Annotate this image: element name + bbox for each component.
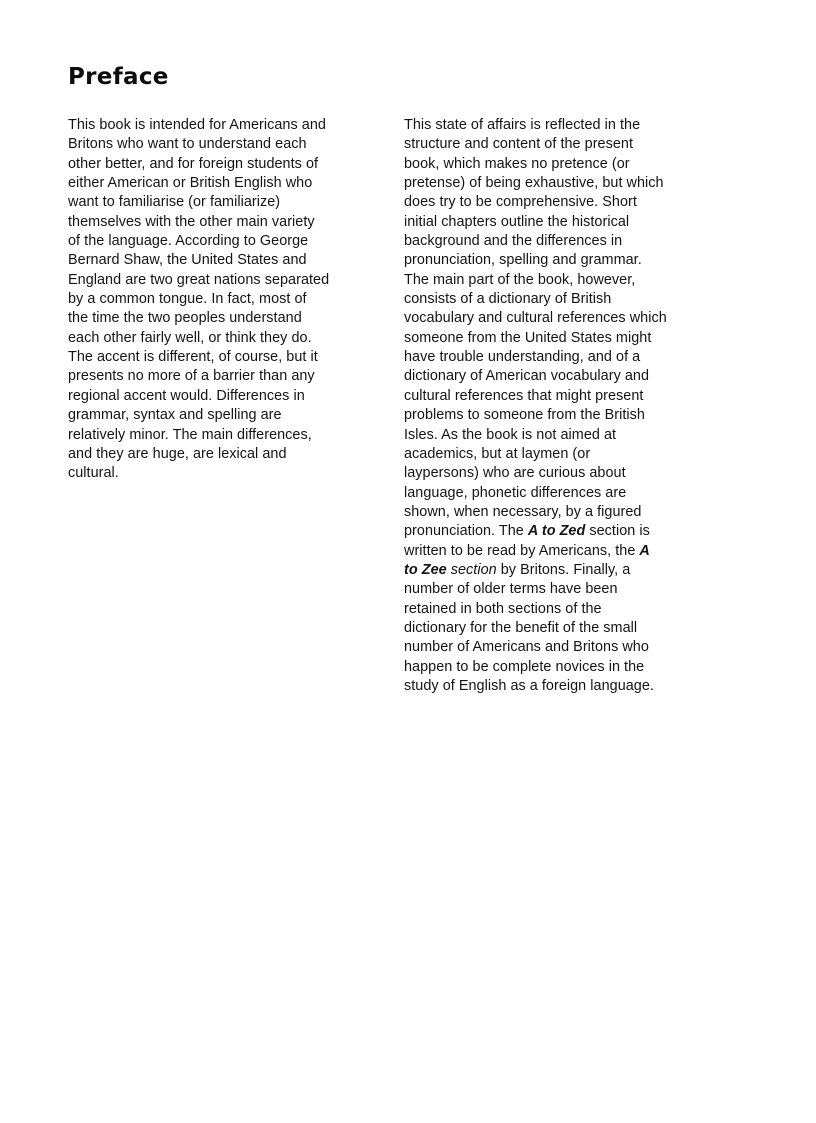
text-line: and they are huge, are lexical and [68, 445, 287, 462]
text-line-with-section-title [404, 561, 709, 580]
preface-right-column [404, 116, 709, 696]
section-title-a-to-zed: A to Zed [527, 523, 586, 540]
text-line: structure and content of the present [404, 136, 633, 153]
text-line: study of English as a foreign language. [404, 677, 654, 694]
text-line: England are two great nations separated [68, 271, 330, 288]
text-line: book, which makes no pretence (or [404, 155, 630, 172]
text-line: other better, and for foreign students of [68, 155, 319, 172]
text-line: regional accent would. Differences in [68, 387, 305, 404]
text-line: background and the differences in [404, 233, 623, 250]
text-line: The main part of the book, however, [404, 271, 636, 288]
text-line: The accent is different, of course, but it [68, 349, 318, 366]
text-line: by a common tongue. In fact, most of [68, 291, 307, 308]
text-line-with-section-title [404, 542, 709, 561]
text-line: initial chapters outline the historical [404, 213, 630, 230]
text-run: pronunciation. The [404, 523, 528, 540]
text-line: themselves with the other main variety [68, 213, 315, 230]
text-line: have trouble understanding, and of a [404, 349, 641, 366]
text-line: dictionary of American vocabulary and [404, 368, 650, 385]
text-line: academics, but at laymen (or [404, 445, 591, 462]
text-line: vocabulary and cultural references which [404, 310, 667, 327]
page-title: Preface [68, 64, 169, 90]
text-line: number of Americans and Britons who [404, 639, 649, 656]
text-line: problems to someone from the British [404, 407, 645, 424]
text-run: by Britons. Finally, a [496, 561, 631, 578]
text-line: either American or British English who [68, 175, 313, 192]
text-line: Britons who want to understand each [68, 136, 307, 153]
text-line: pronunciation, spelling and grammar. [404, 252, 642, 269]
section-title-a-to-zee-end: to Zee [404, 561, 447, 578]
text-line: language, phonetic differences are [404, 484, 627, 501]
text-line: This book is intended for Americans and [68, 117, 326, 133]
text-line: does try to be comprehensive. Short [404, 194, 637, 211]
text-line: shown, when necessary, by a figured [404, 503, 642, 520]
text-line: pretense) of being exhaustive, but which [404, 175, 664, 192]
text-line: relatively minor. The main differences, [68, 426, 312, 443]
text-line: want to familiarise (or familiarize) [68, 194, 281, 211]
text-line: consists of a dictionary of British [404, 291, 612, 308]
section-title-a-to-zee-start: A [639, 542, 650, 559]
preface-left-column [68, 116, 368, 484]
text-line: grammar, syntax and spelling are [68, 407, 282, 424]
text-line-with-section-title [404, 522, 709, 541]
text-run: section is [585, 523, 650, 540]
text-line: each other fairly well, or think they do. [68, 329, 312, 346]
text-line: presents no more of a barrier than any [68, 368, 315, 385]
text-line: happen to be complete novices in the [404, 658, 645, 675]
text-line: cultural references that might present [404, 387, 644, 404]
text-line: Isles. As the book is not aimed at [404, 426, 617, 443]
text-line: of the language. According to George [68, 233, 309, 250]
text-line: cultural. [68, 465, 119, 482]
text-line: Bernard Shaw, the United States and [68, 252, 307, 269]
text-line: someone from the United States might [404, 329, 652, 346]
text-line: retained in both sections of the [404, 600, 602, 617]
text-line: number of older terms have been [404, 581, 618, 598]
text-line: laypersons) who are curious about [404, 465, 626, 482]
text-line: This state of affairs is reflected in the [404, 117, 641, 133]
text-run: written to be read by Americans, the [404, 542, 640, 559]
text-line: dictionary for the benefit of the small [404, 619, 638, 636]
text-run-italic: section [446, 561, 497, 578]
text-line: the time the two peoples understand [68, 310, 302, 327]
